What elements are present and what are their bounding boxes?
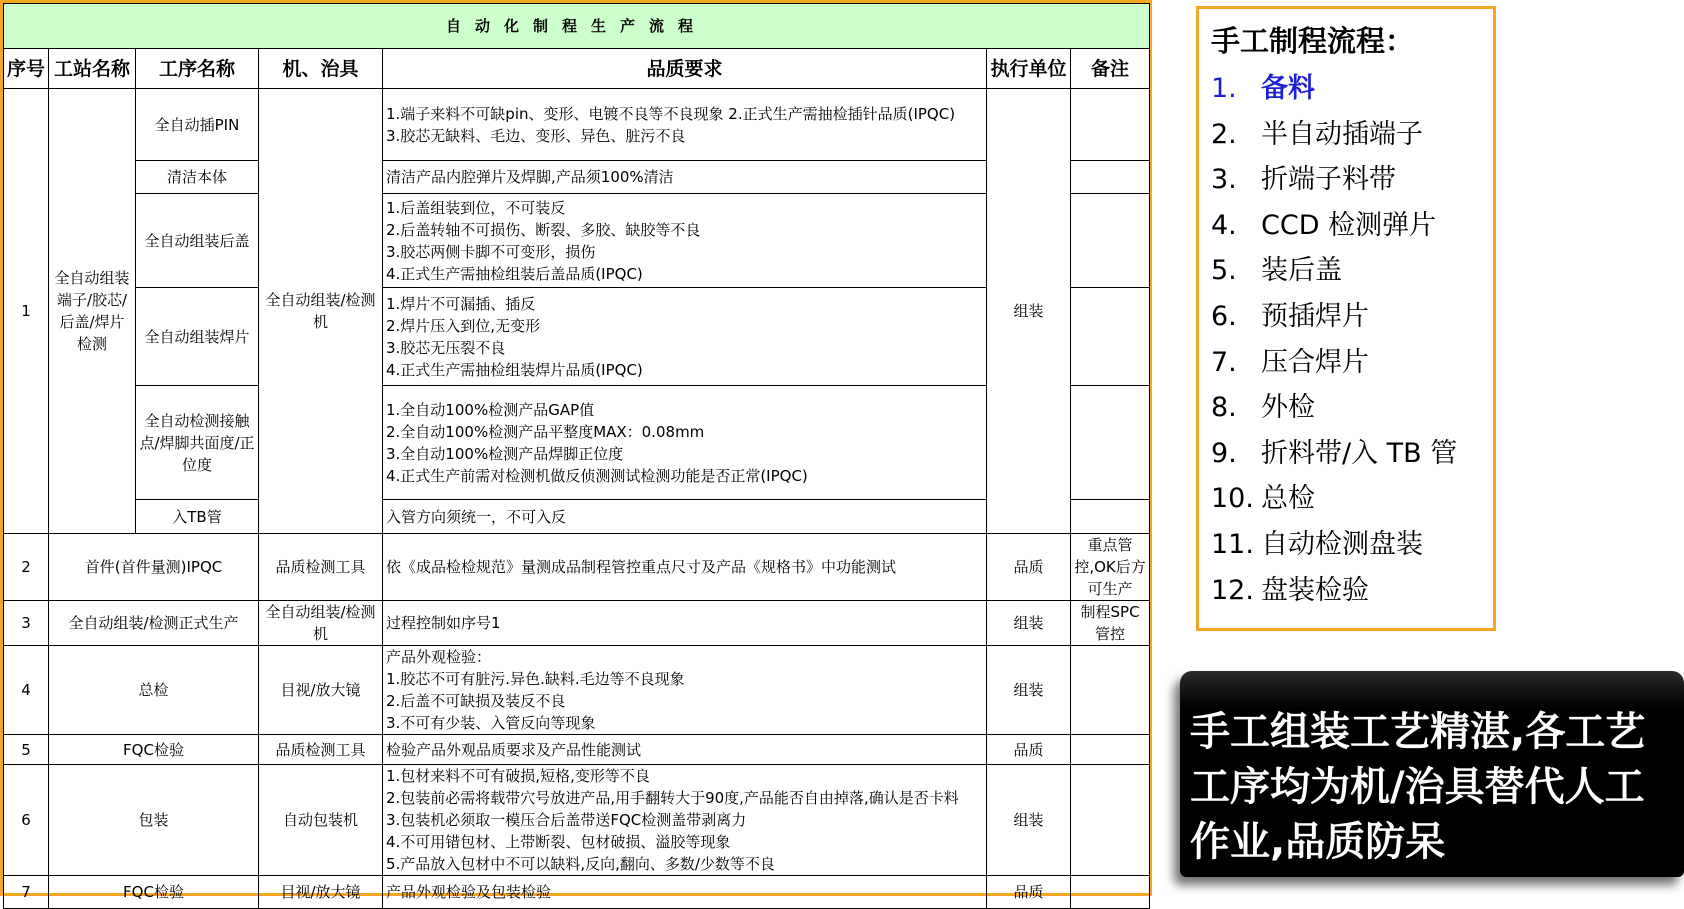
row-remark xyxy=(1071,735,1150,765)
row-req: 产品外观检验及包装检验 xyxy=(383,876,987,909)
row-seq: 4 xyxy=(4,646,49,735)
row1-remark xyxy=(1071,386,1150,500)
row1-process: 全自动组装后盖 xyxy=(136,194,259,288)
row1-remark xyxy=(1071,500,1150,534)
note-line: 工序均为机/治具替代人工 xyxy=(1190,764,1645,810)
row-remark: 重点管控,OK后方可生产 xyxy=(1071,534,1150,601)
row1-process: 全自动检测接触点/焊脚共面度/正位度 xyxy=(136,386,259,500)
row-name: 总检 xyxy=(49,646,259,735)
list-item: 5. 装后盖 xyxy=(1211,255,1342,287)
row1-req: 清洁产品内腔弹片及焊脚,产品须100%清洁 xyxy=(383,161,987,194)
row-remark xyxy=(1071,765,1150,876)
row1-process: 全自动插PIN xyxy=(136,89,259,161)
row-seq: 2 xyxy=(4,534,49,601)
row-name: FQC检验 xyxy=(49,876,259,909)
row1-process: 入TB管 xyxy=(136,500,259,534)
manual-process-panel xyxy=(1196,6,1496,631)
row-req: 1.包材来料不可有破损,短格,变形等不良 2.包装前必需将载带穴号放进产品,用手翻转大于90度,产品能否自由掉落,确认是否卡料 3.包装机必须取一模压合后盖带送FQC检测盖带剥离力 4.不可用错包材、上带断裂、包材破损、溢胶等现象 5.产品放入包材中不可以缺料,反向,翻向、多数/少数等不良 xyxy=(383,765,987,876)
table-row xyxy=(4,765,1150,876)
row-seq: 6 xyxy=(4,765,49,876)
row1-req: 入管方向须统一，不可入反 xyxy=(383,500,987,534)
table-row xyxy=(4,89,1150,161)
row1-remark xyxy=(1071,161,1150,194)
row1-process: 清洁本体 xyxy=(136,161,259,194)
list-item: 7. 压合焊片 xyxy=(1211,346,1369,378)
row-remark xyxy=(1071,876,1150,909)
table-row xyxy=(4,288,1150,386)
table-title: 自动化制程生产流程 xyxy=(4,4,1150,49)
header-seq: 序号 xyxy=(4,49,49,89)
table-row xyxy=(4,735,1150,765)
row-name: FQC检验 xyxy=(49,735,259,765)
table-row xyxy=(4,646,1150,735)
header-unit: 执行单位 xyxy=(987,49,1071,89)
list-item: 12. 盘装检验 xyxy=(1211,574,1369,606)
list-item: 2. 半自动插端子 xyxy=(1211,118,1423,150)
row-tool: 品质检测工具 xyxy=(259,735,383,765)
row-name: 包装 xyxy=(49,765,259,876)
list-item: 1. 备料 xyxy=(1211,73,1315,104)
row-seq: 5 xyxy=(4,735,49,765)
row-name: 全自动组装/检测正式生产 xyxy=(49,601,259,646)
table-row xyxy=(4,194,1150,288)
row1-seq: 1 xyxy=(4,89,49,534)
row-unit: 品质 xyxy=(987,735,1071,765)
row1-unit: 组装 xyxy=(987,89,1071,534)
note-line: 手工组装工艺精湛,各工艺 xyxy=(1190,709,1646,755)
manual-process-list xyxy=(1211,66,1481,613)
row-req: 过程控制如序号1 xyxy=(383,601,987,646)
row-seq: 3 xyxy=(4,601,49,646)
summary-note-box xyxy=(1180,671,1684,877)
list-item: 10. 总检 xyxy=(1211,483,1315,515)
row-tool: 目视/放大镜 xyxy=(259,876,383,909)
row1-remark xyxy=(1071,89,1150,161)
row1-remark xyxy=(1071,194,1150,288)
table-row xyxy=(4,876,1150,909)
row1-req: 1.端子来料不可缺pin、变形、电镀不良等不良现象 2.正式生产需抽检插针品质(IPQC) 3.胶芯无缺料、毛边、变形、异色、脏污不良 xyxy=(383,89,987,161)
header-station: 工站名称 xyxy=(49,49,136,89)
row-tool: 目视/放大镜 xyxy=(259,646,383,735)
header-row xyxy=(4,49,1150,89)
header-process: 工序名称 xyxy=(136,49,259,89)
manual-process-heading: 手工制程流程： xyxy=(1211,24,1415,58)
row-unit: 品质 xyxy=(987,876,1071,909)
row-remark: 制程SPC管控 xyxy=(1071,601,1150,646)
row-req: 依《成品检检规范》量测成品制程管控重点尺寸及产品《规格书》中功能测试 xyxy=(383,534,987,601)
list-item: 9. 折料带/入 TB 管 xyxy=(1211,437,1458,469)
row1-station: 全自动组装端子/胶芯/后盖/焊片检测 xyxy=(49,89,136,534)
table-row xyxy=(4,500,1150,534)
row-seq: 7 xyxy=(4,876,49,909)
list-item: 4. CCD 检测弹片 xyxy=(1211,209,1437,241)
row1-req: 1.焊片不可漏插、插反 2.焊片压入到位,无变形 3.胶芯无压裂不良 4.正式生产需抽检组装焊片品质(IPQC) xyxy=(383,288,987,386)
row-req: 产品外观检验： 1.胶芯不可有脏污.异色.缺料.毛边等不良现象 2.后盖不可缺损及装反不良 3.不可有少装、入管反向等现象 xyxy=(383,646,987,735)
list-item: 8. 外检 xyxy=(1211,392,1315,424)
row1-process: 全自动组装焊片 xyxy=(136,288,259,386)
header-tool: 机、治具 xyxy=(259,49,383,89)
row-unit: 组装 xyxy=(987,601,1071,646)
row1-req: 1.全自动100%检测产品GAP值 2.全自动100%检测产品平整度MAX：0.08mm 3.全自动100%检测产品焊脚正位度 4.正式生产前需对检测机做反侦测测试检测功能是否正常(IPQC) xyxy=(383,386,987,500)
row1-tool: 全自动组装/检测机 xyxy=(259,89,383,534)
row1-remark xyxy=(1071,288,1150,386)
process-flow-table xyxy=(3,3,1150,909)
row-unit: 组装 xyxy=(987,765,1071,876)
row-name: 首件(首件量测)IPQC xyxy=(49,534,259,601)
table-row xyxy=(4,161,1150,194)
row-req: 检验产品外观品质要求及产品性能测试 xyxy=(383,735,987,765)
header-remark: 备注 xyxy=(1071,49,1150,89)
row-unit: 组装 xyxy=(987,646,1071,735)
row1-req: 1.后盖组装到位，不可装反 2.后盖转轴不可损伤、断裂、多胶、缺胶等不良 3.胶芯两侧卡脚不可变形，损伤 4.正式生产需抽检组装后盖品质(IPQC) xyxy=(383,194,987,288)
list-item: 3. 折端子料带 xyxy=(1211,164,1396,196)
table-row xyxy=(4,386,1150,500)
row-remark xyxy=(1071,646,1150,735)
row-tool: 全自动组装/检测机 xyxy=(259,601,383,646)
row-tool: 自动包装机 xyxy=(259,765,383,876)
table-row xyxy=(4,534,1150,601)
header-quality: 品质要求 xyxy=(383,49,987,89)
list-item: 11. 自动检测盘装 xyxy=(1211,528,1423,560)
row-tool: 品质检测工具 xyxy=(259,534,383,601)
note-line: 作业,品质防呆 xyxy=(1190,819,1446,865)
table-row xyxy=(4,601,1150,646)
row-unit: 品质 xyxy=(987,534,1071,601)
list-item: 6. 预插焊片 xyxy=(1211,300,1369,332)
